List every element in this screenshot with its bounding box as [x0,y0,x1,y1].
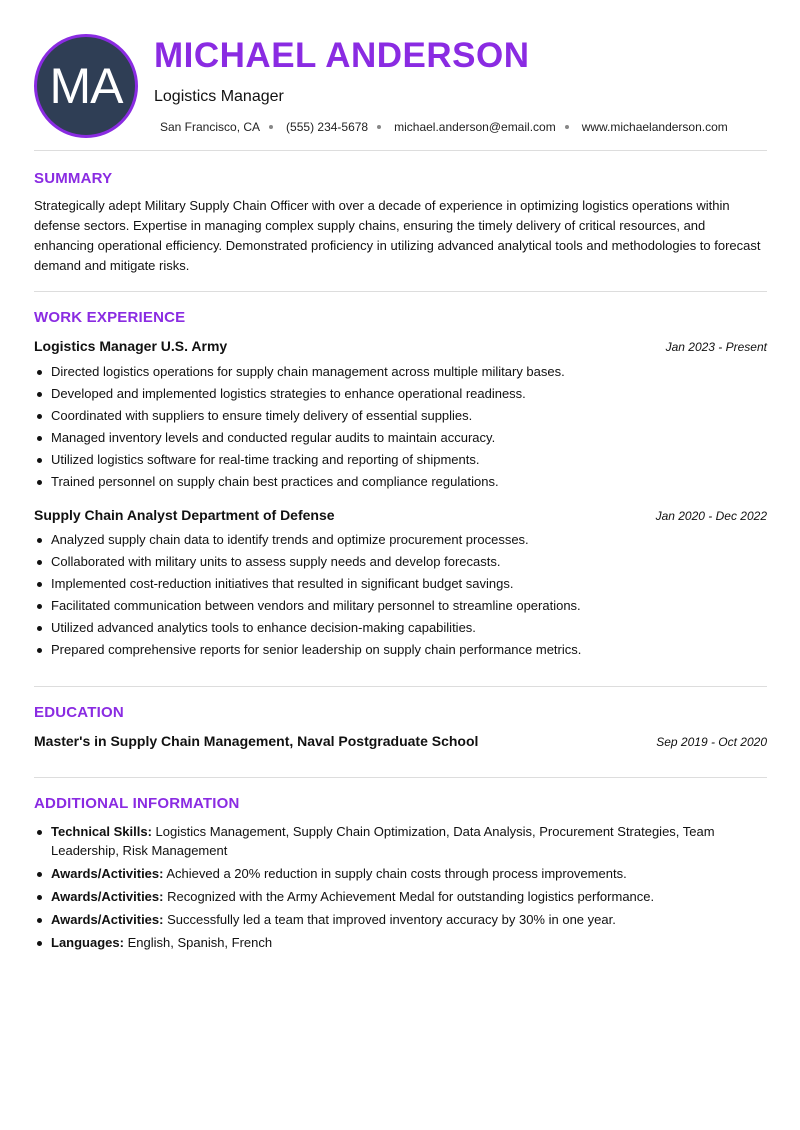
list-item: Developed and implemented logistics strategies to enhance operational readiness. [51,386,784,402]
summary-text: Strategically adept Military Supply Chain Officer with over a decade of experience in optimizing logistics operations within defense sectors. Expertise in managing complex supply chains, ensuring the timely delivery of critical resources, and enhancing operational efficiency. Demonstrated proficiency in utilizing advanced analytical tools and methodologies to forecast demand and mitigate risks. [34,198,761,273]
list-item: Facilitated communication between vendors and military personnel to streamline operations. [51,598,784,614]
info-text: Achieved a 20% reduction in supply chain costs through process improvements. [166,866,627,881]
contact-line [160,120,728,134]
avatar-initials: MA [49,58,123,114]
education-degree: Master's in Supply Chain Management, Naval Postgraduate School [34,733,479,749]
header-divider [34,150,767,151]
info-label: Awards/Activities: [51,889,164,904]
separator-dot-icon [377,125,381,129]
list-item [51,864,784,883]
info-text: Successfully led a team that improved inventory accuracy by 30% in one year. [167,912,616,927]
info-label: Languages: [51,935,124,950]
job-bullet-list [34,364,784,496]
separator-dot-icon [269,125,273,129]
work-experience-heading: WORK EXPERIENCE [34,309,186,326]
education-date: Sep 2019 - Oct 2020 [656,735,767,749]
job-header [34,338,767,354]
list-item [51,933,784,952]
list-item: Implemented cost-reduction initiatives that resulted in significant budget savings. [51,576,784,592]
job-bullet-list [34,532,784,664]
info-text: Recognized with the Army Achievement Medal for outstanding logistics performance. [167,889,655,904]
contact-phone: (555) 234-5678 [286,120,369,134]
list-item: Coordinated with suppliers to ensure timely delivery of essential supplies. [51,408,784,424]
list-item: Collaborated with military units to assess supply needs and develop forecasts. [51,554,784,570]
job-header [34,507,767,523]
education-entry [34,733,767,749]
list-item: Directed logistics operations for supply chain management across multiple military bases. [51,364,784,380]
list-item: Utilized logistics software for real-time tracking and reporting of shipments. [51,452,784,468]
education-divider [34,777,767,778]
additional-info-list [34,822,784,956]
list-item [51,910,784,929]
list-item: Utilized advanced analytics tools to enhance decision-making capabilities. [51,620,784,636]
candidate-role: Logistics Manager [154,88,284,105]
list-item: Prepared comprehensive reports for senior leadership on supply chain performance metrics. [51,642,784,658]
info-label: Awards/Activities: [51,912,164,927]
summary-divider [34,291,767,292]
info-text: Logistics Management, Supply Chain Optimization, Data Analysis, Procurement Strategies, Team Leadership, Risk Management [51,824,715,858]
info-text: English, Spanish, French [127,935,273,950]
summary-heading: SUMMARY [34,170,113,187]
contact-website[interactable]: www.michaelanderson.com [581,120,728,134]
job-date: Jan 2023 - Present [665,340,767,354]
contact-location: San Francisco, CA [160,120,261,134]
job-title: Supply Chain Analyst Department of Defense [34,507,335,523]
info-label: Awards/Activities: [51,866,164,881]
education-heading: EDUCATION [34,704,124,721]
job-title: Logistics Manager U.S. Army [34,338,228,354]
list-item [51,887,784,906]
contact-email[interactable]: michael.anderson@email.com [394,120,556,134]
candidate-name: MICHAEL ANDERSON [154,36,530,75]
list-item: Analyzed supply chain data to identify trends and optimize procurement processes. [51,532,784,548]
additional-info-heading: ADDITIONAL INFORMATION [34,795,240,812]
experience-divider [34,686,767,687]
avatar [34,34,138,138]
info-label: Technical Skills: [51,824,152,839]
list-item: Trained personnel on supply chain best practices and compliance regulations. [51,474,784,490]
list-item [51,822,784,860]
job-date: Jan 2020 - Dec 2022 [655,509,767,523]
list-item: Managed inventory levels and conducted regular audits to maintain accuracy. [51,430,784,446]
separator-dot-icon [565,125,569,129]
